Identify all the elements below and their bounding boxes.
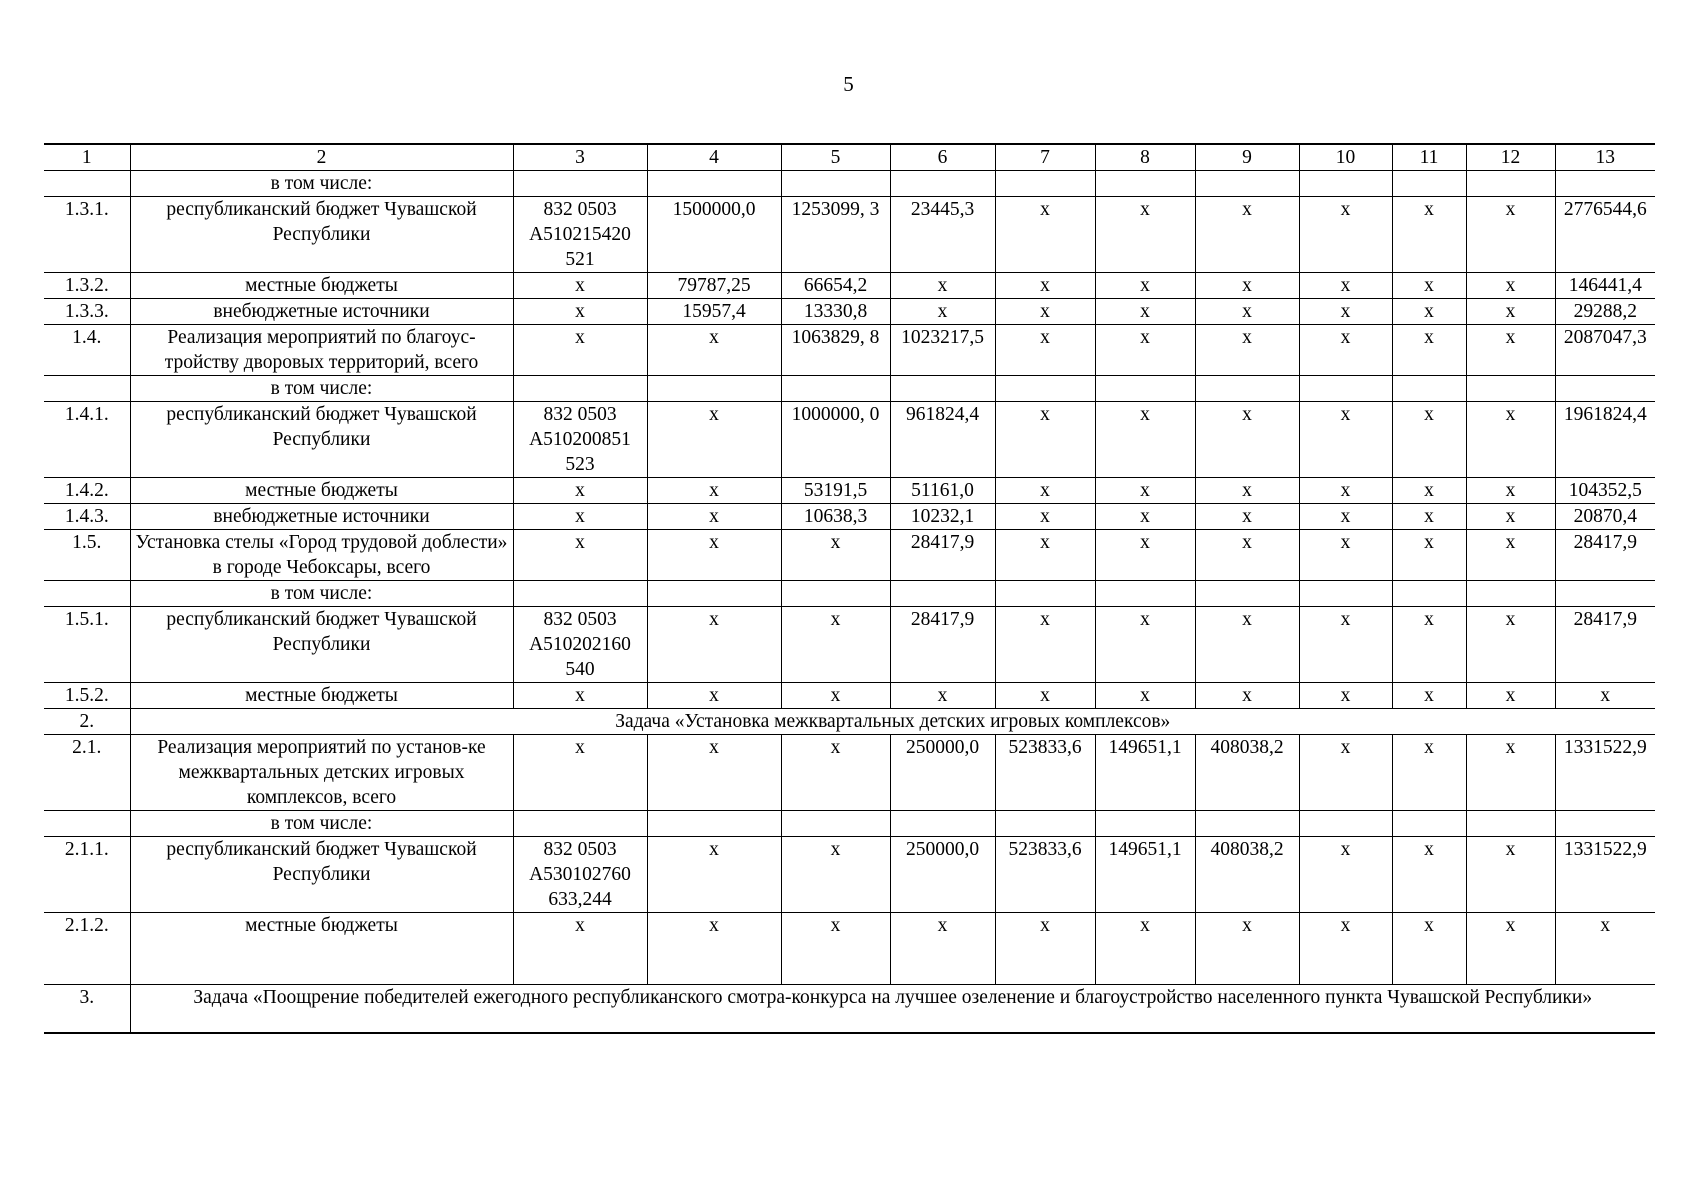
item-name-cell: местные бюджеты [130, 273, 513, 299]
value-cell: 1023217,5 [890, 325, 995, 376]
empty-cell [781, 811, 890, 837]
empty-cell [1095, 811, 1195, 837]
item-name-cell: Установка стелы «Город трудовой доблести» в городе Чебоксары, всего [130, 530, 513, 581]
value-cell: х [781, 735, 890, 811]
empty-cell [1555, 581, 1655, 607]
row-number-cell [44, 811, 130, 837]
table-row [44, 837, 1655, 913]
item-name-cell: республиканский бюджет Чувашской Республики [130, 607, 513, 683]
value-cell: 2776544,6 [1555, 197, 1655, 273]
value-cell: 523833,6 [995, 735, 1095, 811]
table-row [44, 735, 1655, 811]
value-cell: х [1555, 913, 1655, 985]
row-number-cell: 2. [44, 709, 130, 735]
item-name-cell: Реализация мероприятий по установ-ке межквартальных детских игровых комплексов, всего [130, 735, 513, 811]
row-number-cell: 1.5.1. [44, 607, 130, 683]
value-cell: х [1299, 683, 1392, 709]
value-cell: 66654,2 [781, 273, 890, 299]
empty-cell [1392, 171, 1466, 197]
value-cell: х [1392, 478, 1466, 504]
row-number-cell [44, 376, 130, 402]
empty-cell [1555, 171, 1655, 197]
value-cell: х [1555, 683, 1655, 709]
table-row [44, 913, 1655, 985]
value-cell: х [995, 913, 1095, 985]
header-cell: 7 [995, 144, 1095, 171]
subheader-text: в том числе: [130, 376, 513, 402]
value-cell: х [1095, 325, 1195, 376]
value-cell: х [781, 607, 890, 683]
row-number-cell: 2.1.2. [44, 913, 130, 985]
empty-cell [890, 581, 995, 607]
value-cell: х [1299, 913, 1392, 985]
row-number-cell: 1.4.1. [44, 402, 130, 478]
value-cell: 149651,1 [1095, 837, 1195, 913]
value-cell: 28417,9 [1555, 607, 1655, 683]
table-row [44, 478, 1655, 504]
value-cell: х [781, 913, 890, 985]
empty-cell [1195, 376, 1299, 402]
value-cell: х [890, 299, 995, 325]
value-cell: 250000,0 [890, 837, 995, 913]
value-cell: х [647, 607, 781, 683]
value-cell: х [647, 530, 781, 581]
row-number-cell [44, 171, 130, 197]
empty-cell [890, 376, 995, 402]
value-cell: х [1299, 273, 1392, 299]
value-cell: х [1392, 913, 1466, 985]
value-cell: х [1392, 735, 1466, 811]
value-cell: х [513, 735, 647, 811]
value-cell: х [1466, 273, 1555, 299]
value-cell: х [1195, 530, 1299, 581]
subheader-row [44, 171, 1655, 197]
empty-cell [1466, 376, 1555, 402]
empty-cell [1392, 811, 1466, 837]
empty-cell [890, 811, 995, 837]
empty-cell [1392, 376, 1466, 402]
row-number-cell: 1.4.3. [44, 504, 130, 530]
subheader-row [44, 811, 1655, 837]
value-cell: 250000,0 [890, 735, 995, 811]
value-cell: х [781, 683, 890, 709]
value-cell: х [513, 913, 647, 985]
value-cell: 1500000,0 [647, 197, 781, 273]
budget-table [44, 143, 1655, 1034]
value-cell: 1331522,9 [1555, 735, 1655, 811]
value-cell: х [1095, 197, 1195, 273]
value-cell: х [1195, 299, 1299, 325]
value-cell: 832 0503 А530102760 633,244 [513, 837, 647, 913]
value-cell: х [1195, 325, 1299, 376]
item-name-cell: внебюджетные источники [130, 299, 513, 325]
value-cell: х [1392, 299, 1466, 325]
value-cell: 832 0503 А510200851 523 [513, 402, 647, 478]
empty-cell [513, 376, 647, 402]
value-cell: 2087047,3 [1555, 325, 1655, 376]
value-cell: х [890, 273, 995, 299]
empty-cell [513, 581, 647, 607]
empty-cell [1095, 581, 1195, 607]
value-cell: х [513, 530, 647, 581]
empty-cell [513, 171, 647, 197]
value-cell: х [1466, 197, 1555, 273]
value-cell: х [1095, 913, 1195, 985]
table-row [44, 683, 1655, 709]
item-name-cell: Реализация мероприятий по благоус-тройству дворовых территорий, всего [130, 325, 513, 376]
row-number-cell: 1.3.1. [44, 197, 130, 273]
value-cell: 51161,0 [890, 478, 995, 504]
value-cell: 146441,4 [1555, 273, 1655, 299]
value-cell: х [513, 683, 647, 709]
table-row [44, 530, 1655, 581]
value-cell: 1253099, 3 [781, 197, 890, 273]
empty-cell [647, 581, 781, 607]
value-cell: х [1466, 913, 1555, 985]
value-cell: х [995, 299, 1095, 325]
empty-cell [647, 171, 781, 197]
value-cell: 10638,3 [781, 504, 890, 530]
empty-cell [513, 811, 647, 837]
value-cell: х [1095, 478, 1195, 504]
value-cell: х [1195, 197, 1299, 273]
value-cell: х [1392, 197, 1466, 273]
header-cell: 13 [1555, 144, 1655, 171]
value-cell: х [1392, 530, 1466, 581]
item-name-cell: местные бюджеты [130, 683, 513, 709]
task-row [44, 709, 1655, 735]
value-cell: х [1095, 607, 1195, 683]
table-row [44, 197, 1655, 273]
task-row [44, 985, 1655, 1033]
value-cell: х [1466, 735, 1555, 811]
value-cell: х [1466, 478, 1555, 504]
value-cell: х [1095, 504, 1195, 530]
value-cell: х [1195, 913, 1299, 985]
value-cell: х [1392, 273, 1466, 299]
empty-cell [1299, 171, 1392, 197]
empty-cell [1555, 376, 1655, 402]
empty-cell [781, 376, 890, 402]
value-cell: х [995, 325, 1095, 376]
value-cell: х [1466, 607, 1555, 683]
value-cell: х [781, 837, 890, 913]
value-cell: х [1299, 504, 1392, 530]
value-cell: х [995, 402, 1095, 478]
value-cell: 104352,5 [1555, 478, 1655, 504]
value-cell: х [995, 504, 1095, 530]
empty-cell [647, 811, 781, 837]
value-cell: 28417,9 [1555, 530, 1655, 581]
value-cell: х [1095, 299, 1195, 325]
value-cell: х [1299, 607, 1392, 683]
value-cell: х [513, 325, 647, 376]
subheader-text: в том числе: [130, 171, 513, 197]
empty-cell [1095, 376, 1195, 402]
row-number-cell: 2.1. [44, 735, 130, 811]
value-cell: х [647, 325, 781, 376]
item-name-cell: республиканский бюджет Чувашской Республики [130, 197, 513, 273]
task-title: Задача «Поощрение победителей ежегодного республиканского смотра-конкурса на лучшее озеленение и благоустройство населенного пункта Чувашской Республики» [130, 985, 1655, 1033]
table-row [44, 504, 1655, 530]
row-number-cell: 1.4. [44, 325, 130, 376]
value-cell: 10232,1 [890, 504, 995, 530]
value-cell: х [1466, 299, 1555, 325]
value-cell: х [1299, 299, 1392, 325]
item-name-cell: республиканский бюджет Чувашской Республики [130, 402, 513, 478]
empty-cell [1195, 581, 1299, 607]
value-cell: х [513, 299, 647, 325]
value-cell: х [995, 273, 1095, 299]
header-row [44, 144, 1655, 171]
value-cell: 13330,8 [781, 299, 890, 325]
value-cell: х [1466, 530, 1555, 581]
value-cell: х [513, 273, 647, 299]
empty-cell [1466, 171, 1555, 197]
value-cell: 523833,6 [995, 837, 1095, 913]
value-cell: х [1466, 325, 1555, 376]
header-cell: 12 [1466, 144, 1555, 171]
table-row [44, 325, 1655, 376]
page-number: 5 [843, 72, 854, 96]
header-cell: 11 [1392, 144, 1466, 171]
value-cell: 15957,4 [647, 299, 781, 325]
value-cell: х [1095, 530, 1195, 581]
empty-cell [1299, 376, 1392, 402]
subheader-row [44, 376, 1655, 402]
value-cell: 1063829, 8 [781, 325, 890, 376]
value-cell: 53191,5 [781, 478, 890, 504]
table-row [44, 607, 1655, 683]
value-cell: 408038,2 [1195, 837, 1299, 913]
value-cell: х [1195, 683, 1299, 709]
value-cell: х [995, 478, 1095, 504]
header-cell: 9 [1195, 144, 1299, 171]
value-cell: 20870,4 [1555, 504, 1655, 530]
subheader-row [44, 581, 1655, 607]
empty-cell [647, 376, 781, 402]
header-cell: 1 [44, 144, 130, 171]
value-cell: х [1392, 607, 1466, 683]
empty-cell [890, 171, 995, 197]
row-number-cell: 1.3.2. [44, 273, 130, 299]
value-cell: х [1466, 504, 1555, 530]
value-cell: х [890, 683, 995, 709]
value-cell: 832 0503 А510202160 540 [513, 607, 647, 683]
value-cell: х [1392, 504, 1466, 530]
row-number-cell: 1.5.2. [44, 683, 130, 709]
empty-cell [781, 171, 890, 197]
row-number-cell: 2.1.1. [44, 837, 130, 913]
empty-cell [1299, 581, 1392, 607]
value-cell: 23445,3 [890, 197, 995, 273]
value-cell: х [1195, 504, 1299, 530]
table-row [44, 299, 1655, 325]
value-cell: х [647, 683, 781, 709]
value-cell: х [995, 197, 1095, 273]
value-cell: 1961824,4 [1555, 402, 1655, 478]
value-cell: 28417,9 [890, 607, 995, 683]
value-cell: х [1299, 197, 1392, 273]
value-cell: х [1392, 683, 1466, 709]
value-cell: х [781, 530, 890, 581]
value-cell: х [513, 504, 647, 530]
empty-cell [1195, 171, 1299, 197]
value-cell: х [1299, 402, 1392, 478]
value-cell: х [1466, 402, 1555, 478]
value-cell: х [647, 504, 781, 530]
header-cell: 3 [513, 144, 647, 171]
value-cell: 28417,9 [890, 530, 995, 581]
empty-cell [1555, 811, 1655, 837]
empty-cell [995, 811, 1095, 837]
empty-cell [1466, 811, 1555, 837]
empty-cell [995, 376, 1095, 402]
subheader-text: в том числе: [130, 811, 513, 837]
row-number-cell: 3. [44, 985, 130, 1033]
value-cell: 149651,1 [1095, 735, 1195, 811]
value-cell: х [1299, 478, 1392, 504]
empty-cell [995, 171, 1095, 197]
value-cell: х [1299, 325, 1392, 376]
row-number-cell: 1.4.2. [44, 478, 130, 504]
value-cell: х [1392, 837, 1466, 913]
value-cell: х [647, 478, 781, 504]
empty-cell [1299, 811, 1392, 837]
value-cell: х [647, 402, 781, 478]
value-cell: х [647, 837, 781, 913]
value-cell: 1000000, 0 [781, 402, 890, 478]
table-body [44, 144, 1655, 1033]
empty-cell [781, 581, 890, 607]
empty-cell [1195, 811, 1299, 837]
task-title: Задача «Установка межквартальных детских игровых комплексов» [130, 709, 1655, 735]
value-cell: 1331522,9 [1555, 837, 1655, 913]
value-cell: х [1195, 402, 1299, 478]
value-cell: х [1299, 837, 1392, 913]
value-cell: х [1095, 683, 1195, 709]
value-cell: х [647, 735, 781, 811]
header-cell: 10 [1299, 144, 1392, 171]
empty-cell [1392, 581, 1466, 607]
header-cell: 4 [647, 144, 781, 171]
row-number-cell: 1.3.3. [44, 299, 130, 325]
value-cell: 832 0503 А510215420 521 [513, 197, 647, 273]
value-cell: х [1392, 402, 1466, 478]
value-cell: х [1195, 607, 1299, 683]
empty-cell [1466, 581, 1555, 607]
item-name-cell: республиканский бюджет Чувашской Республики [130, 837, 513, 913]
value-cell: 408038,2 [1195, 735, 1299, 811]
value-cell: х [1195, 273, 1299, 299]
header-cell: 8 [1095, 144, 1195, 171]
value-cell: х [1299, 735, 1392, 811]
value-cell: 79787,25 [647, 273, 781, 299]
table-row [44, 273, 1655, 299]
item-name-cell: внебюджетные источники [130, 504, 513, 530]
item-name-cell: местные бюджеты [130, 478, 513, 504]
value-cell: х [995, 530, 1095, 581]
value-cell: х [1466, 683, 1555, 709]
value-cell: х [1095, 273, 1195, 299]
row-number-cell [44, 581, 130, 607]
value-cell: х [1095, 402, 1195, 478]
value-cell: х [1195, 478, 1299, 504]
item-name-cell: местные бюджеты [130, 913, 513, 985]
value-cell: х [890, 913, 995, 985]
header-cell: 5 [781, 144, 890, 171]
table-row [44, 402, 1655, 478]
header-cell: 2 [130, 144, 513, 171]
empty-cell [1095, 171, 1195, 197]
value-cell: х [1466, 837, 1555, 913]
value-cell: х [1392, 325, 1466, 376]
subheader-text: в том числе: [130, 581, 513, 607]
value-cell: х [995, 683, 1095, 709]
header-cell: 6 [890, 144, 995, 171]
value-cell: х [1299, 530, 1392, 581]
value-cell: х [513, 478, 647, 504]
value-cell: 29288,2 [1555, 299, 1655, 325]
value-cell: х [995, 607, 1095, 683]
value-cell: 961824,4 [890, 402, 995, 478]
row-number-cell: 1.5. [44, 530, 130, 581]
value-cell: х [647, 913, 781, 985]
empty-cell [995, 581, 1095, 607]
